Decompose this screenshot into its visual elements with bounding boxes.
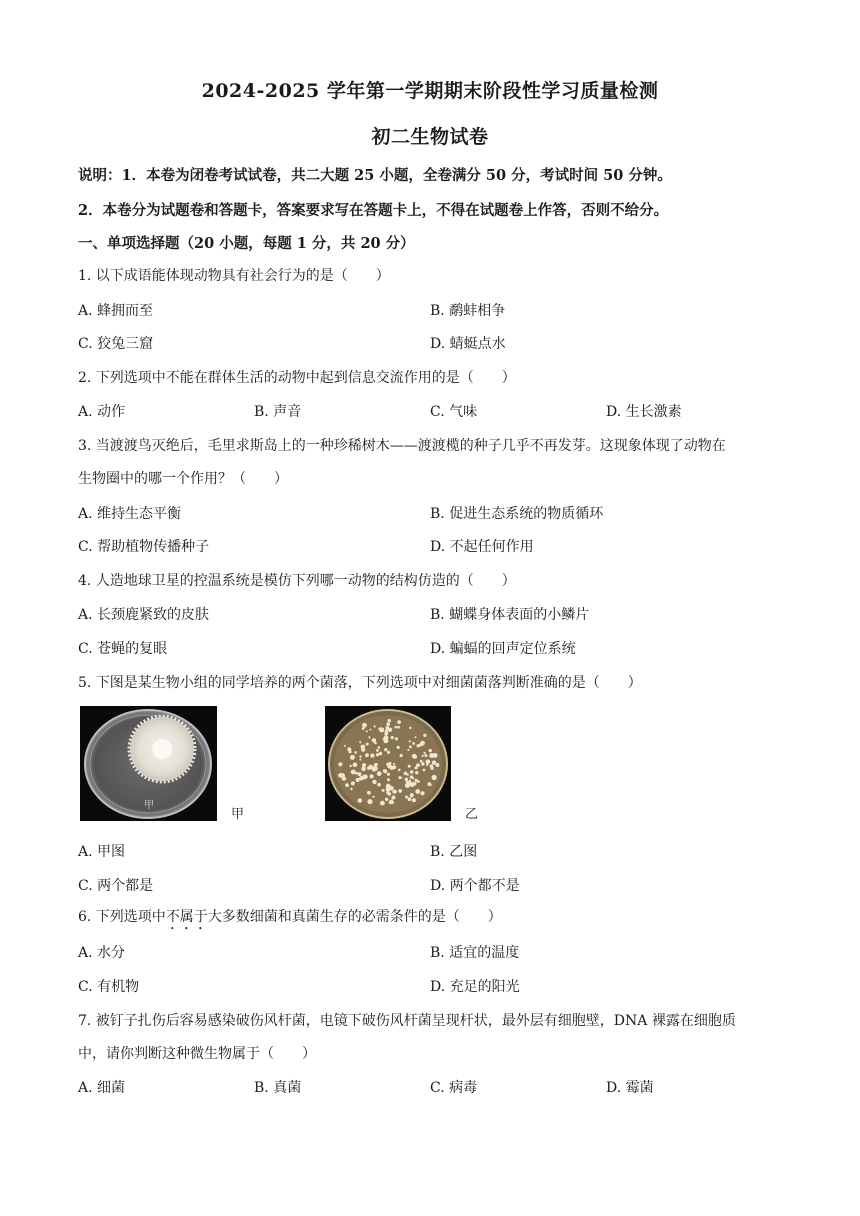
bacteria-colony-dot: [384, 748, 387, 751]
petri-dish-bacteria-image: [325, 706, 451, 821]
bacteria-colony-dot: [397, 746, 400, 749]
bacteria-colony-dot: [398, 789, 402, 793]
q2-option-b: B. 声音: [254, 404, 302, 420]
caption-jia: 甲: [231, 807, 245, 822]
bacteria-colony-dot: [361, 767, 366, 772]
bacteria-colony-dot: [377, 783, 381, 787]
q2-option-d: D. 生长激素: [606, 404, 682, 420]
caption-yi: 乙: [465, 807, 479, 822]
question-7-stem-cont: 中，请你判断这种微生物属于（ ）: [78, 1046, 316, 1062]
bacteria-colony-dot: [398, 776, 401, 779]
bacteria-colony-dot: [359, 755, 361, 757]
bacteria-colony-dot: [358, 772, 362, 776]
bacteria-colony-dot: [376, 753, 379, 756]
bacteria-colony-dot: [370, 729, 372, 731]
bacteria-colony-dot: [361, 748, 365, 752]
bacteria-colony-dot: [379, 752, 383, 756]
bacteria-colony-dot: [372, 738, 376, 742]
q1-option-b: B. 鹬蚌相争: [430, 303, 506, 319]
bacteria-colony-dot: [367, 791, 371, 795]
bacteria-colony-dot: [351, 770, 356, 775]
bacteria-colony-dot: [362, 763, 366, 767]
bacteria-colony-dot: [415, 736, 417, 738]
q3-option-a: A. 维持生态平衡: [78, 506, 182, 522]
bacteria-colony-dot: [370, 774, 374, 778]
question-5-stem: 5. 下图是某生物小组的同学培养的两个菌落，下列选项中对细菌菌落判断准确的是（ ）: [78, 675, 642, 691]
bacteria-colony-dot: [347, 747, 351, 751]
bacteria-colony-dot: [415, 789, 420, 794]
bacteria-colony-dot: [421, 762, 424, 765]
q4-option-a: A. 长颈鹿紧致的皮肤: [78, 607, 210, 623]
q6-option-a: A. 水分: [78, 945, 126, 961]
bacteria-colony-dot: [388, 719, 391, 722]
q4-option-c: C. 苍蝇的复眼: [78, 641, 168, 657]
q2-option-a: A. 动作: [78, 404, 126, 420]
q3-option-c: C. 帮助植物传播种子: [78, 539, 210, 555]
bacteria-colony-dot: [409, 780, 411, 782]
bacteria-colony-dot: [367, 799, 372, 804]
q2-option-c: C. 气味: [430, 404, 478, 420]
bacteria-colony-dot: [408, 765, 411, 768]
instructions-line-1: 说明：1．本卷为闭卷考试试卷，共二大题 25 小题，全卷满分 50 分，考试时间 50 分钟。: [78, 167, 672, 184]
q7-option-a: A. 细菌: [78, 1080, 126, 1096]
bacteria-colony-dot: [370, 754, 374, 758]
bacteria-colony-dot: [376, 749, 379, 752]
q7-option-c: C. 病毒: [430, 1080, 478, 1096]
q1-option-c: C. 狡兔三窟: [78, 336, 154, 352]
bacteria-colony-dot: [420, 760, 423, 763]
bacteria-colony-dot: [358, 798, 363, 803]
bacteria-colony-dot: [392, 796, 396, 800]
bacteria-colony-dot: [372, 780, 376, 784]
bacteria-colony-dot: [345, 783, 349, 787]
bacteria-colony-dot: [420, 791, 424, 795]
bacteria-colony-dot: [426, 764, 428, 766]
q6-emphasis: 不属于: [165, 909, 208, 925]
question-3-stem-cont: 生物圈中的哪一个作用？（ ）: [78, 471, 288, 487]
bacteria-colony-dot: [412, 754, 417, 759]
bacteria-colony-dot: [407, 773, 409, 775]
bacteria-colony-dot: [416, 763, 420, 767]
bacteria-colony-dot: [351, 781, 355, 785]
bacteria-colony-dot: [373, 766, 378, 771]
bacteria-colony-dot: [342, 773, 344, 775]
bacteria-colony-dot: [387, 773, 390, 776]
bacteria-colony-dot: [395, 737, 398, 740]
bacteria-colony-dot: [423, 769, 426, 772]
bacteria-colony-dot: [338, 762, 342, 766]
bacteria-colony-dot: [424, 754, 427, 757]
bacteria-colony-dot: [422, 755, 424, 757]
bacteria-colony-dot: [350, 788, 352, 790]
bacteria-colony-dot: [359, 776, 364, 781]
bacteria-colony-dot: [363, 745, 365, 747]
q5-option-a: A. 甲图: [78, 844, 126, 860]
bacteria-colony-dot: [380, 801, 385, 806]
bacteria-colony-dot: [359, 759, 361, 761]
bacteria-colony-dot: [433, 754, 436, 757]
bacteria-colony-dot: [423, 734, 426, 737]
bacteria-colony-dot: [367, 766, 371, 770]
question-3-stem: 3. 当渡渡鸟灭绝后，毛里求斯岛上的一种珍稀树木——渡渡榄的种子几乎不再发芽。这现象体现了动物在: [78, 438, 726, 454]
bacteria-colony-dot: [416, 780, 418, 782]
bacteria-colony-dot: [342, 776, 346, 780]
bacteria-colony-dot: [412, 742, 415, 745]
bacteria-colony-dot: [362, 723, 367, 728]
bacteria-colony-dot: [407, 749, 409, 751]
bacteria-colony-dot: [349, 765, 351, 767]
bacteria-colony-dot: [405, 796, 408, 799]
bacteria-colony-dot: [410, 793, 414, 797]
q6-stem-post: 大多数细菌和真菌生存的必需条件的是（ ）: [207, 909, 502, 925]
bacteria-colony-dot: [389, 762, 392, 765]
bacteria-colony-dot: [365, 753, 369, 757]
bacteria-colony-dot: [354, 751, 357, 754]
image-label-jia-inner: 甲: [144, 800, 154, 811]
q3-option-d: D. 不起任何作用: [430, 539, 534, 555]
question-1-stem: 1. 以下成语能体现动物具有社会行为的是（ ）: [78, 268, 390, 284]
bacteria-colony-dot: [423, 752, 425, 754]
bacteria-colony-dot: [410, 770, 414, 774]
bacteria-colony-dot: [409, 727, 411, 729]
bacteria-colony-dot: [386, 787, 391, 792]
q1-option-d: D. 蜻蜓点水: [430, 336, 506, 352]
bacteria-colony-dot: [387, 778, 390, 781]
bacteria-colony-dot: [405, 778, 409, 782]
bacteria-colony-dot: [356, 778, 360, 782]
bacteria-colony-dot: [391, 736, 394, 739]
q7-option-b: B. 真菌: [254, 1080, 302, 1096]
bacteria-colony-dot: [415, 771, 418, 774]
instructions-line-2: 2．本卷分为试题卷和答题卡，答案要求写在答题卡上，不得在试题卷上作答，否则不给分。: [78, 202, 669, 219]
bacteria-colony-dot: [392, 791, 394, 793]
q6-option-c: C. 有机物: [78, 979, 140, 995]
bacteria-colony-dot: [388, 728, 392, 732]
q1-option-a: A. 蜂拥而至: [78, 303, 154, 319]
bacteria-colony-dot: [374, 725, 376, 727]
bacteria-colony-dot: [383, 769, 385, 771]
bacteria-colony-dot: [385, 730, 389, 734]
bacteria-colony-dot: [409, 740, 411, 742]
bacteria-colony-dot: [432, 760, 436, 764]
bacteria-colony-dot: [390, 766, 394, 770]
bacteria-colony-dot: [359, 741, 361, 743]
exam-title: 2024-2025 学年第一学期期末阶段性学习质量检测: [201, 80, 659, 102]
q5-option-b: B. 乙图: [430, 844, 478, 860]
exam-subtitle: 初二生物试卷: [371, 126, 489, 148]
question-6-stem: [78, 906, 502, 933]
bacteria-colony-dot: [429, 783, 432, 786]
bacteria-colony-dot: [382, 789, 385, 792]
bacteria-colony-dot: [429, 749, 432, 752]
bacteria-colony-dot: [366, 730, 368, 732]
question-2-stem: 2. 下列选项中不能在群体生活的动物中起到信息交流作用的是（ ）: [78, 370, 516, 386]
bacteria-colony-dot: [350, 755, 355, 760]
q4-option-b: B. 蝴蝶身体表面的小鳞片: [430, 607, 590, 623]
bacteria-colony-dot: [385, 798, 388, 801]
bacteria-colony-dot: [432, 775, 437, 780]
bacteria-colony-dot: [412, 798, 416, 802]
bacteria-colony-dot: [435, 763, 439, 767]
bacteria-colony-dot: [406, 781, 410, 785]
question-7-stem: 7. 被钉子扎伤后容易感染破伤风杆菌，电镜下破伤风杆菌呈现杆状，最外层有细胞壁，DNA 裸露在细胞质: [78, 1013, 736, 1029]
q6-option-d: D. 充足的阳光: [430, 979, 520, 995]
bacteria-colony-dot: [409, 746, 412, 749]
bacteria-colony-dot: [386, 722, 390, 726]
bacteria-colony-dot: [377, 771, 382, 776]
bacteria-colony-dot: [383, 738, 385, 740]
q6-stem-pre: 6. 下列选项中: [78, 909, 166, 925]
bacteria-colony-dot: [395, 726, 398, 729]
q6-option-b: B. 适宜的温度: [430, 945, 520, 961]
q5-option-d: D. 两个都不是: [430, 878, 520, 894]
bacteria-colony-dot: [366, 743, 369, 746]
bacteria-colony-dot: [397, 720, 401, 724]
bacteria-colony-dot: [400, 754, 403, 757]
bacteria-colony-dot: [420, 741, 425, 746]
bacteria-colony-dot: [379, 727, 384, 732]
bacteria-colony-dot: [408, 797, 412, 801]
bacteria-colony-dot: [397, 726, 400, 729]
bacteria-colony-dot: [398, 769, 401, 772]
bacteria-colony-dot: [427, 761, 429, 763]
bacteria-colony-dot: [430, 767, 433, 770]
bacteria-colony-dot: [387, 751, 390, 754]
bacteria-colony-dot: [412, 777, 414, 779]
q5-option-c: C. 两个都是: [78, 878, 154, 894]
bacteria-colony-dot: [389, 800, 393, 804]
question-4-stem: 4. 人造地球卫星的控温系统是模仿下列哪一动物的结构仿造的（ ）: [78, 573, 516, 589]
bacteria-colony-dot: [373, 796, 375, 798]
q3-option-b: B. 促进生态系统的物质循环: [430, 506, 604, 522]
bacteria-colony-dot: [413, 782, 416, 785]
bacteria-colony-dot: [378, 746, 381, 749]
q4-option-d: D. 蝙蝠的回声定位系统: [430, 641, 576, 657]
bacteria-colony-dot: [353, 763, 357, 767]
q7-option-d: D. 霉菌: [606, 1080, 654, 1096]
section-heading: 一、单项选择题（20 小题，每题 1 分，共 20 分）: [78, 235, 415, 252]
bacteria-colony-dot: [368, 736, 370, 738]
bacteria-colony-dot: [344, 745, 346, 747]
petri-dish-mold-image: [80, 706, 217, 821]
bacteria-colony-dot: [393, 763, 395, 765]
